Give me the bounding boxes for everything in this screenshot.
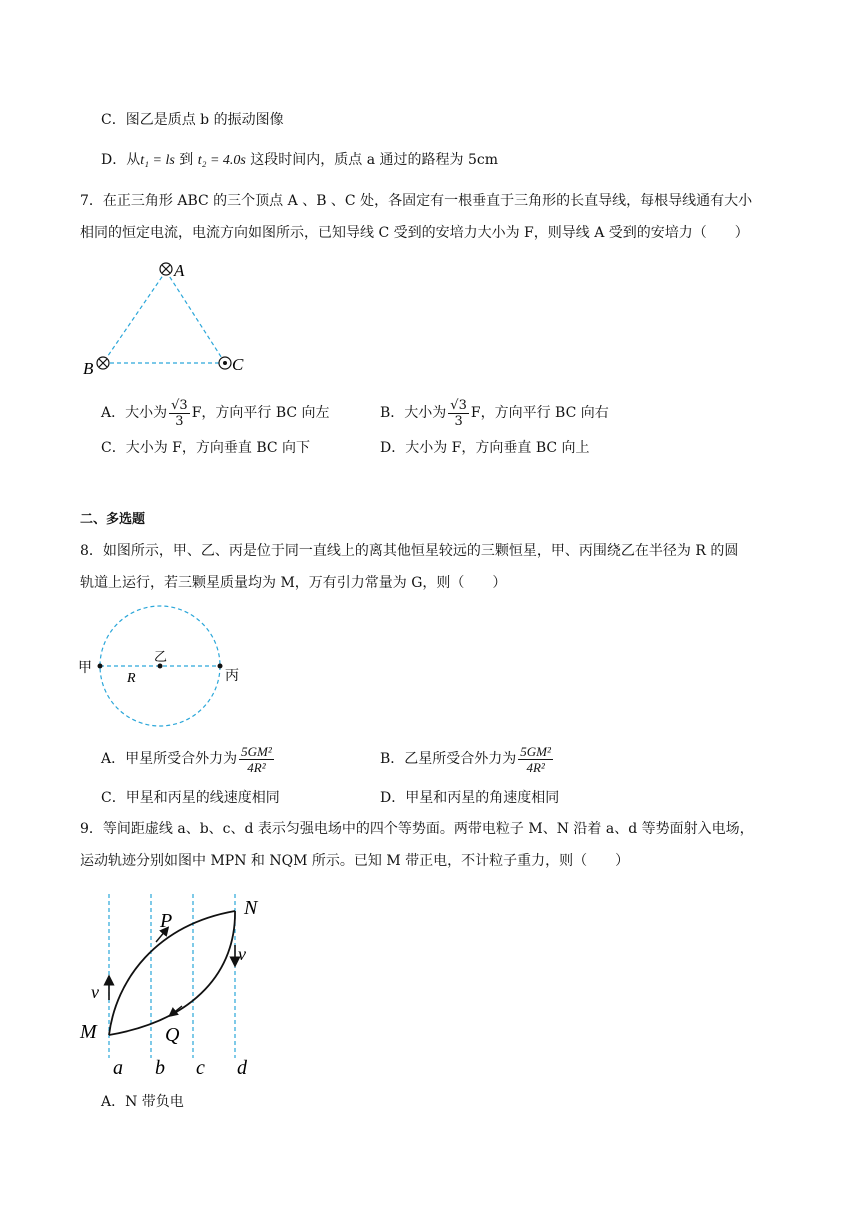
q7-option-a [101, 396, 330, 430]
point-label-p: P [160, 910, 173, 932]
q8-stem-line1: 8．如图所示，甲、乙、丙是位于同一直线上的离其他恒星较远的三颗恒星，甲、丙围绕乙在半径为 R 的圆 [80, 543, 739, 559]
star-bing-dot [218, 664, 223, 669]
star-label-jia: 甲 [78, 661, 92, 676]
point-label-q: Q [165, 1024, 180, 1046]
point-label-m: M [80, 1021, 97, 1043]
wire-c-out-of-page-icon [219, 357, 231, 369]
q6-option-d-t1: t₁ = ls [140, 153, 175, 168]
velocity-label-n: v [238, 944, 246, 964]
q7-option-b-fraction [448, 398, 469, 429]
fraction-numerator: √3 [450, 397, 467, 413]
q9-stem-line1: 9．等间距虚线 a、b、c、d 表示匀强电场中的四个等势面。两带电粒子 M、N 沿着 a、d 等势面射入电场， [80, 821, 754, 837]
star-label-yi: 乙 [154, 649, 168, 664]
section-heading-multiple-choice: 二、多选题 [80, 512, 146, 527]
q7-option-a-fraction [169, 398, 190, 429]
q7-option-b-suffix: F，方向平行 BC 向右 [470, 405, 609, 421]
q6-option-d-prefix: D．从 [101, 152, 141, 168]
q7-option-b-prefix: B．大小为 [380, 405, 447, 421]
vertex-label-c: C [232, 355, 244, 374]
velocity-label-m: v [91, 982, 99, 1002]
line-label-a: a [113, 1057, 123, 1079]
q8-option-a [101, 742, 276, 776]
point-label-n: N [244, 897, 258, 919]
star-jia-dot [98, 664, 103, 669]
q8-orbit-figure [74, 603, 254, 733]
q6-option-c: C．图乙是质点 b 的振动图像 [101, 112, 284, 128]
vertex-label-b: B [83, 359, 94, 378]
q7-stem-line1: 7．在正三角形 ABC 的三个顶点 A 、B 、C 处，各固定有一根垂直于三角形的长直导线，每根导线通有大小 [80, 193, 753, 209]
q9-option-a: A．N 带负电 [101, 1094, 184, 1110]
q6-option-d-t2: t₂ = 4.0s [197, 153, 246, 168]
fraction-denominator: 3 [175, 413, 184, 429]
q7-option-a-suffix: F，方向平行 BC 向左 [191, 405, 330, 421]
wire-b-into-page-icon [97, 357, 109, 369]
q9-stem-line2: 运动轨迹分别如图中 MPN 和 NQM 所示。已知 M 带正电，不计粒子重力，则（ ） [80, 853, 630, 869]
fraction-numerator: √3 [171, 397, 188, 413]
q8-stem-line2: 轨道上运行，若三颗星质量均为 M，万有引力常量为 G，则（ ） [80, 575, 507, 591]
q8-option-a-fraction [239, 744, 274, 775]
q7-option-a-prefix: A．大小为 [101, 405, 168, 421]
q8-option-b-fraction [518, 744, 553, 775]
triangle-edges [103, 271, 225, 363]
q8-option-c: C．甲星和丙星的线速度相同 [101, 790, 280, 806]
q8-option-b-prefix: B．乙星所受合外力为 [380, 751, 517, 767]
fraction-numerator: 5GM² [241, 743, 272, 759]
q7-stem-line2: 相同的恒定电流，电流方向如图所示，已知导线 C 受到的安培力大小为 F，则导线 A 受到的安培力（ ） [80, 225, 749, 241]
star-label-bing: 丙 [225, 669, 239, 684]
line-label-d: d [237, 1057, 247, 1079]
wire-a-into-page-icon [160, 263, 172, 275]
q8-option-a-prefix: A．甲星所受合外力为 [101, 751, 238, 767]
fraction-numerator: 5GM² [520, 743, 551, 759]
q7-option-d: D．大小为 F，方向垂直 BC 向上 [380, 440, 590, 456]
q7-option-b [380, 396, 609, 430]
vertex-label-a: A [174, 261, 185, 280]
line-label-c: c [196, 1057, 205, 1079]
q6-option-d [101, 150, 498, 171]
q7-option-c: C．大小为 F，方向垂直 BC 向下 [101, 440, 311, 456]
q6-option-d-mid: 到 [174, 152, 198, 168]
radius-label: R [127, 671, 136, 686]
star-yi-dot [158, 664, 163, 669]
fraction-denominator: 4R² [247, 759, 266, 775]
q7-triangle-figure [78, 255, 258, 380]
q9-field-figure [76, 890, 276, 1082]
q8-option-b [380, 742, 555, 776]
fraction-denominator: 3 [454, 413, 463, 429]
fraction-denominator: 4R² [526, 759, 545, 775]
q6-option-d-suffix: 这段时间内，质点 a 通过的路程为 5cm [245, 152, 499, 168]
q8-option-d: D．甲星和丙星的角速度相同 [380, 790, 560, 806]
line-label-b: b [155, 1057, 165, 1079]
